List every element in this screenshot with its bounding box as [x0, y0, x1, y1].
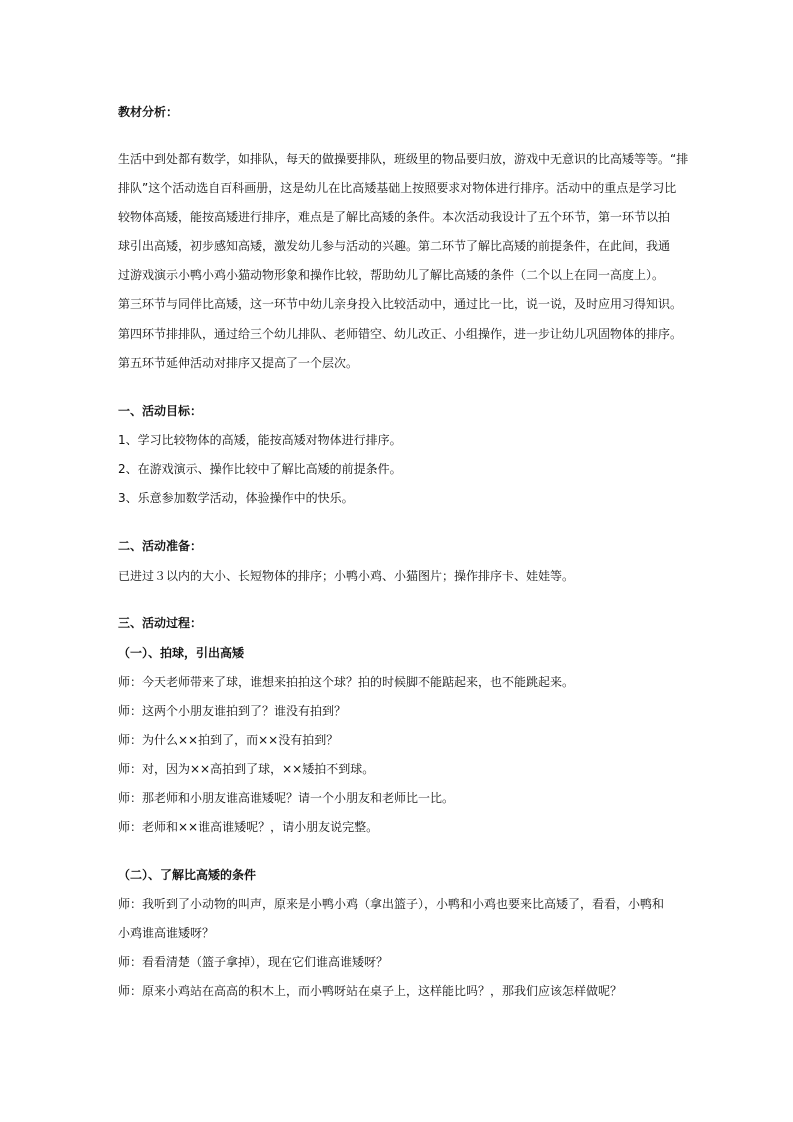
- goal-item: 1、学习比较物体的高矮，能按高矮对物体进行排序。: [118, 433, 402, 447]
- dialogue-line: 师：原来小鸡站在高高的积木上，而小鸭呀站在桌子上，这样能比吗？，那我们应该怎样做呢？: [118, 984, 623, 998]
- dialogue-line: 师：今天老师带来了球，谁想来拍拍这个球？拍的时候脚不能踮起来，也不能跳起来。: [118, 675, 575, 689]
- analysis-line: 球引出高矮，初步感知高矮，激发幼儿参与活动的兴趣。第二环节了解比高矮的前提条件，在此间，我通: [118, 239, 671, 253]
- goal-item: 2、在游戏演示、操作比较中了解比高矮的前提条件。: [118, 462, 402, 476]
- process-heading: 三、活动过程：: [118, 616, 203, 630]
- part2-title: （二）、了解比高矮的条件: [118, 868, 257, 882]
- part1-title: （一）、拍球，引出高矮: [118, 646, 245, 660]
- prep-text: 已进过３以内的大小、长短物体的排序；小鸭小鸡、小猫图片；操作排序卡、娃娃等。: [118, 569, 575, 583]
- analysis-heading: 教材分析：: [118, 105, 179, 119]
- analysis-line: 生活中到处都有数学，如排队，每天的做操要排队，班级里的物品要归放，游戏中无意识的比高矮等等。“排: [118, 152, 689, 166]
- analysis-line: 较物体高矮，能按高矮进行排序，难点是了解比高矮的条件。本次活动我设计了五个环节，第一环节以拍: [118, 210, 671, 224]
- analysis-line: 第四环节排排队，通过给三个幼儿排队、老师错空、幼儿改正、小组操作，进一步让幼儿巩固物体的排序。: [118, 327, 683, 341]
- dialogue-line: 小鸡谁高谁矮呀？: [118, 926, 215, 940]
- prep-heading: 二、活动准备：: [118, 539, 203, 553]
- goals-heading: 一、活动目标：: [118, 404, 203, 418]
- dialogue-line: 师：对，因为××高拍到了球，××矮拍不到球。: [118, 762, 375, 776]
- dialogue-line: 师：我听到了小动物的叫声，原来是小鸭小鸡（拿出篮子），小鸭和小鸡也要来比高矮了，看看，小鸭和: [118, 897, 665, 911]
- analysis-line: 第三环节与同伴比高矮，这一环节中幼儿亲身投入比较活动中，通过比一比，说一说，及时应用习得知识。: [118, 297, 683, 311]
- dialogue-line: 师：看看清楚（篮子拿掉），现在它们谁高谁矮呀？: [118, 955, 389, 969]
- dialogue-line: 师：这两个小朋友谁拍到了？谁没有拍到？: [118, 704, 347, 718]
- analysis-line: 第五环节延伸活动对排序又提高了一个层次。: [118, 356, 359, 370]
- dialogue-line: 师：老师和××谁高谁矮呢？，请小朋友说完整。: [118, 820, 379, 834]
- dialogue-line: 师：为什么××拍到了，而××没有拍到？: [118, 733, 339, 747]
- dialogue-line: 师：那老师和小朋友谁高谁矮呢？请一个小朋友和老师比一比。: [118, 791, 455, 805]
- analysis-line: 过游戏演示小鸭小鸡小猫动物形象和操作比较，帮助幼儿了解比高矮的条件（二个以上在同一高度上）。: [118, 268, 665, 282]
- analysis-line: 排队”这个活动选自百科画册，这是幼儿在比高矮基础上按照要求对物体进行排序。活动中的重点是学习比: [118, 181, 677, 195]
- goal-item: 3、乐意参加数学活动，体验操作中的快乐。: [118, 491, 354, 505]
